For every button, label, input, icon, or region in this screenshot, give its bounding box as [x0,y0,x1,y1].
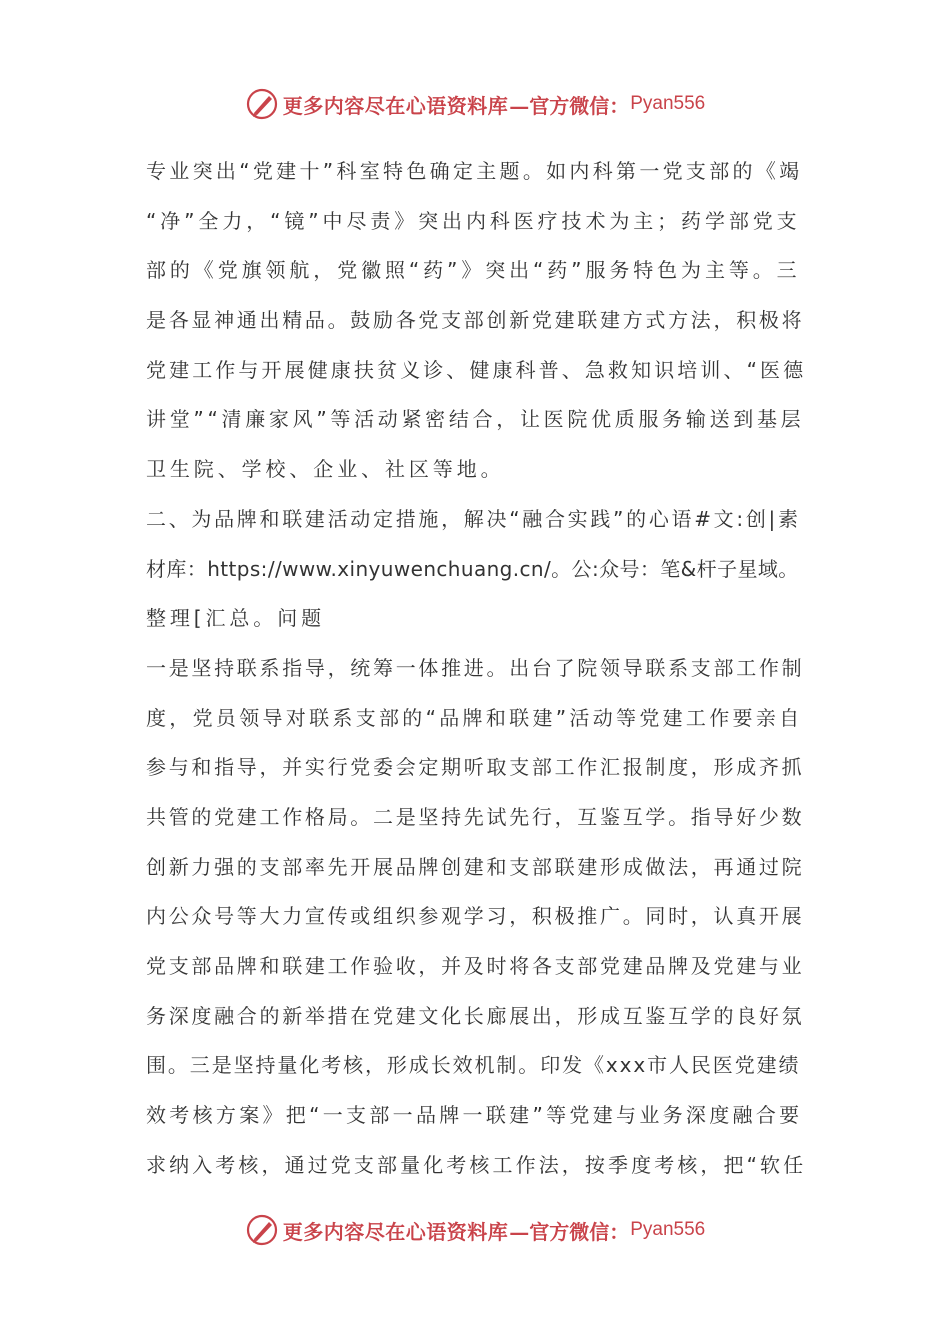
banner-dash-text: —官方微信： [509,93,630,118]
pen-circle-logo-icon [245,87,279,121]
text-line: 讲堂”“清廉家风”等活动紧密结合，让医院优质服务输送到基层 [146,407,805,432]
banner-main-text: 更多内容尽在心语资料库 [282,93,509,118]
document-body [146,147,806,1190]
text-line: 共管的党建工作格局。二是坚持先试先行，互鉴互学。指导好少数 [146,804,805,829]
text-line: 参与和指导，并实行党委会定期听取支部工作汇报制度，形成齐抓 [146,755,805,780]
text-line: 是各显神通出精品。鼓励各党支部创新党建联建方式方法，积极将 [146,308,805,333]
footer-banner [0,1210,950,1250]
banner-dash-text: —官方微信： [509,1219,630,1244]
text-line: 求纳入考核，通过党支部量化考核工作法，按季度考核，把“软任 [146,1152,806,1177]
text-line: 创新力强的支部率先开展品牌创建和支部联建形成做法，再通过院 [146,854,805,879]
text-line: 效考核方案》把“一支部一品牌一联建”等党建与业务深度融合要 [146,1103,803,1128]
pen-circle-logo-icon [245,1213,279,1247]
text-line: 卫生院、学校、企业、社区等地。 [146,457,505,482]
text-line-with-url: 材库：https://www.xinyuwenchuang.cn/。公:众号：笔&杆子星域。 [146,556,799,581]
text-line: 围。三是坚持量化考核，形成长效机制。印发《xxx市人民医党建绩 [146,1053,801,1078]
text-line: “净”全力，“镜”中尽责》突出内科医疗技术为主；药学部党支 [146,208,801,233]
section-heading-line: 二、为品牌和联建活动定措施，解决“融合实践”的心语#文:创|素 [146,506,801,531]
text-line: 整理[汇总。问题 [146,606,326,631]
text-line: 部的《党旗领航，党徽照“药”》突出“药”服务特色为主等。三 [146,258,801,283]
text-line: 务深度融合的新举措在党建文化长廊展出，形成互鉴互学的良好氛 [146,1003,805,1028]
text-line: 一是坚持联系指导，统筹一体推进。出台了院领导联系支部工作制 [146,655,805,680]
text-line: 度，党员领导对联系支部的“品牌和联建”活动等党建工作要亲自 [146,705,803,730]
text-line: 党支部品牌和联建工作验收，并及时将各支部党建品牌及党建与业 [146,954,805,978]
banner-wechat-id: Pyan556 [630,1219,706,1240]
header-banner [0,84,950,124]
banner-wechat-id: Pyan556 [630,93,706,114]
banner-main-text: 更多内容尽在心语资料库 [282,1219,509,1244]
text-line: 专业突出“党建十”科室特色确定主题。如内科第一党支部的《竭 [146,159,803,183]
text-line: 内公众号等大力宣传或组织参观学习，积极推广。同时，认真开展 [146,904,805,929]
text-line: 党建工作与开展健康扶贫义诊、健康科普、急救知识培训、“医德 [146,357,806,382]
